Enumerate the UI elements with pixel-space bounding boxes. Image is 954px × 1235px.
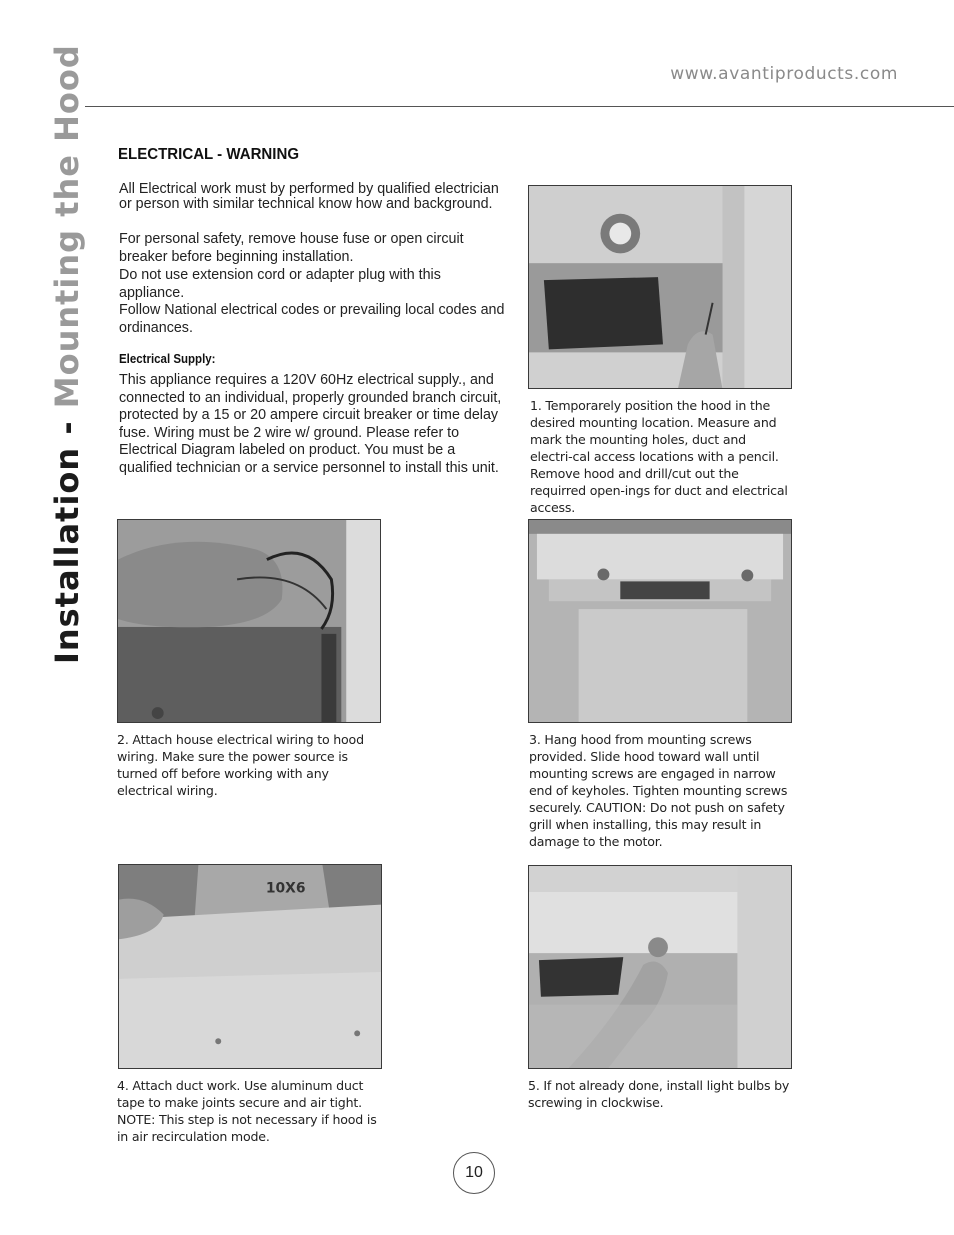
- step-4-photo: [118, 864, 382, 1069]
- paragraph-codes: Follow National electrical codes or prevailing local codes and ordinances.: [119, 302, 505, 336]
- duct-label: 10X6: [265, 880, 306, 897]
- step-5-caption: 5. If not already done, install light bulbs by screwing in clockwise.: [528, 1078, 790, 1110]
- paragraph-extension-cord: Do not use extension cord or adapter plug with this appliance.: [119, 267, 441, 301]
- paragraph-safety: For personal safety, remove house fuse or open circuit breaker before beginning installation.: [119, 231, 464, 265]
- step-2-caption: 2. Attach house electrical wiring to hood wiring. Make sure the power source is turned off before working with any electrical wiring.: [117, 732, 364, 798]
- side-title-part1: Installation -: [48, 408, 86, 664]
- section-heading: ELECTRICAL - WARNING: [118, 146, 300, 163]
- supply-heading: Electrical Supply:: [119, 352, 216, 366]
- step-4-caption: 4. Attach duct work. Use aluminum duct tape to make joints secure and air tight. NOTE: This step is not necessary if hood is in air recirculation mode.: [117, 1078, 377, 1144]
- step-5-photo: [528, 865, 792, 1069]
- website-url: www.avantiproducts.com: [670, 64, 898, 84]
- side-title-part2: Mounting the Hood: [48, 44, 86, 409]
- paragraph-qualified: All Electrical work must by performed by qualified electrician or person with similar technical know how and background.: [119, 181, 499, 212]
- side-title: [48, 44, 86, 664]
- step-1-photo: [528, 185, 792, 389]
- step-1-caption: 1. Temporarely position the hood in the desired mounting location. Measure and mark the mounting holes, duct and electri-cal access locations with a pencil. Remove hood and drill/cut out the requirred open-ings for duct and electrical access.: [530, 398, 788, 515]
- header-rule: [85, 106, 954, 107]
- page-number: 10: [453, 1152, 495, 1194]
- step-3-photo: [528, 519, 792, 723]
- supply-text: This appliance requires a 120V 60Hz electrical supply., and connected to an individual, properly grounded branch circuit, protected by a 15 or 20 ampere circuit breaker or time delay fuse. Wiring must be 2 wire w/ ground. Please refer to Electrical Diagram labeled on product. You must be a qualified technician or a service personnel to install this unit.: [119, 372, 502, 476]
- step-3-caption: 3. Hang hood from mounting screws provided. Slide hood toward wall until mounting screws are engaged in narrow end of keyholes. Tighten mounting screws securely. CAUTION: Do not push on safety grill when installing, this may result in damage to the motor.: [529, 732, 788, 849]
- step-2-photo: [117, 519, 381, 723]
